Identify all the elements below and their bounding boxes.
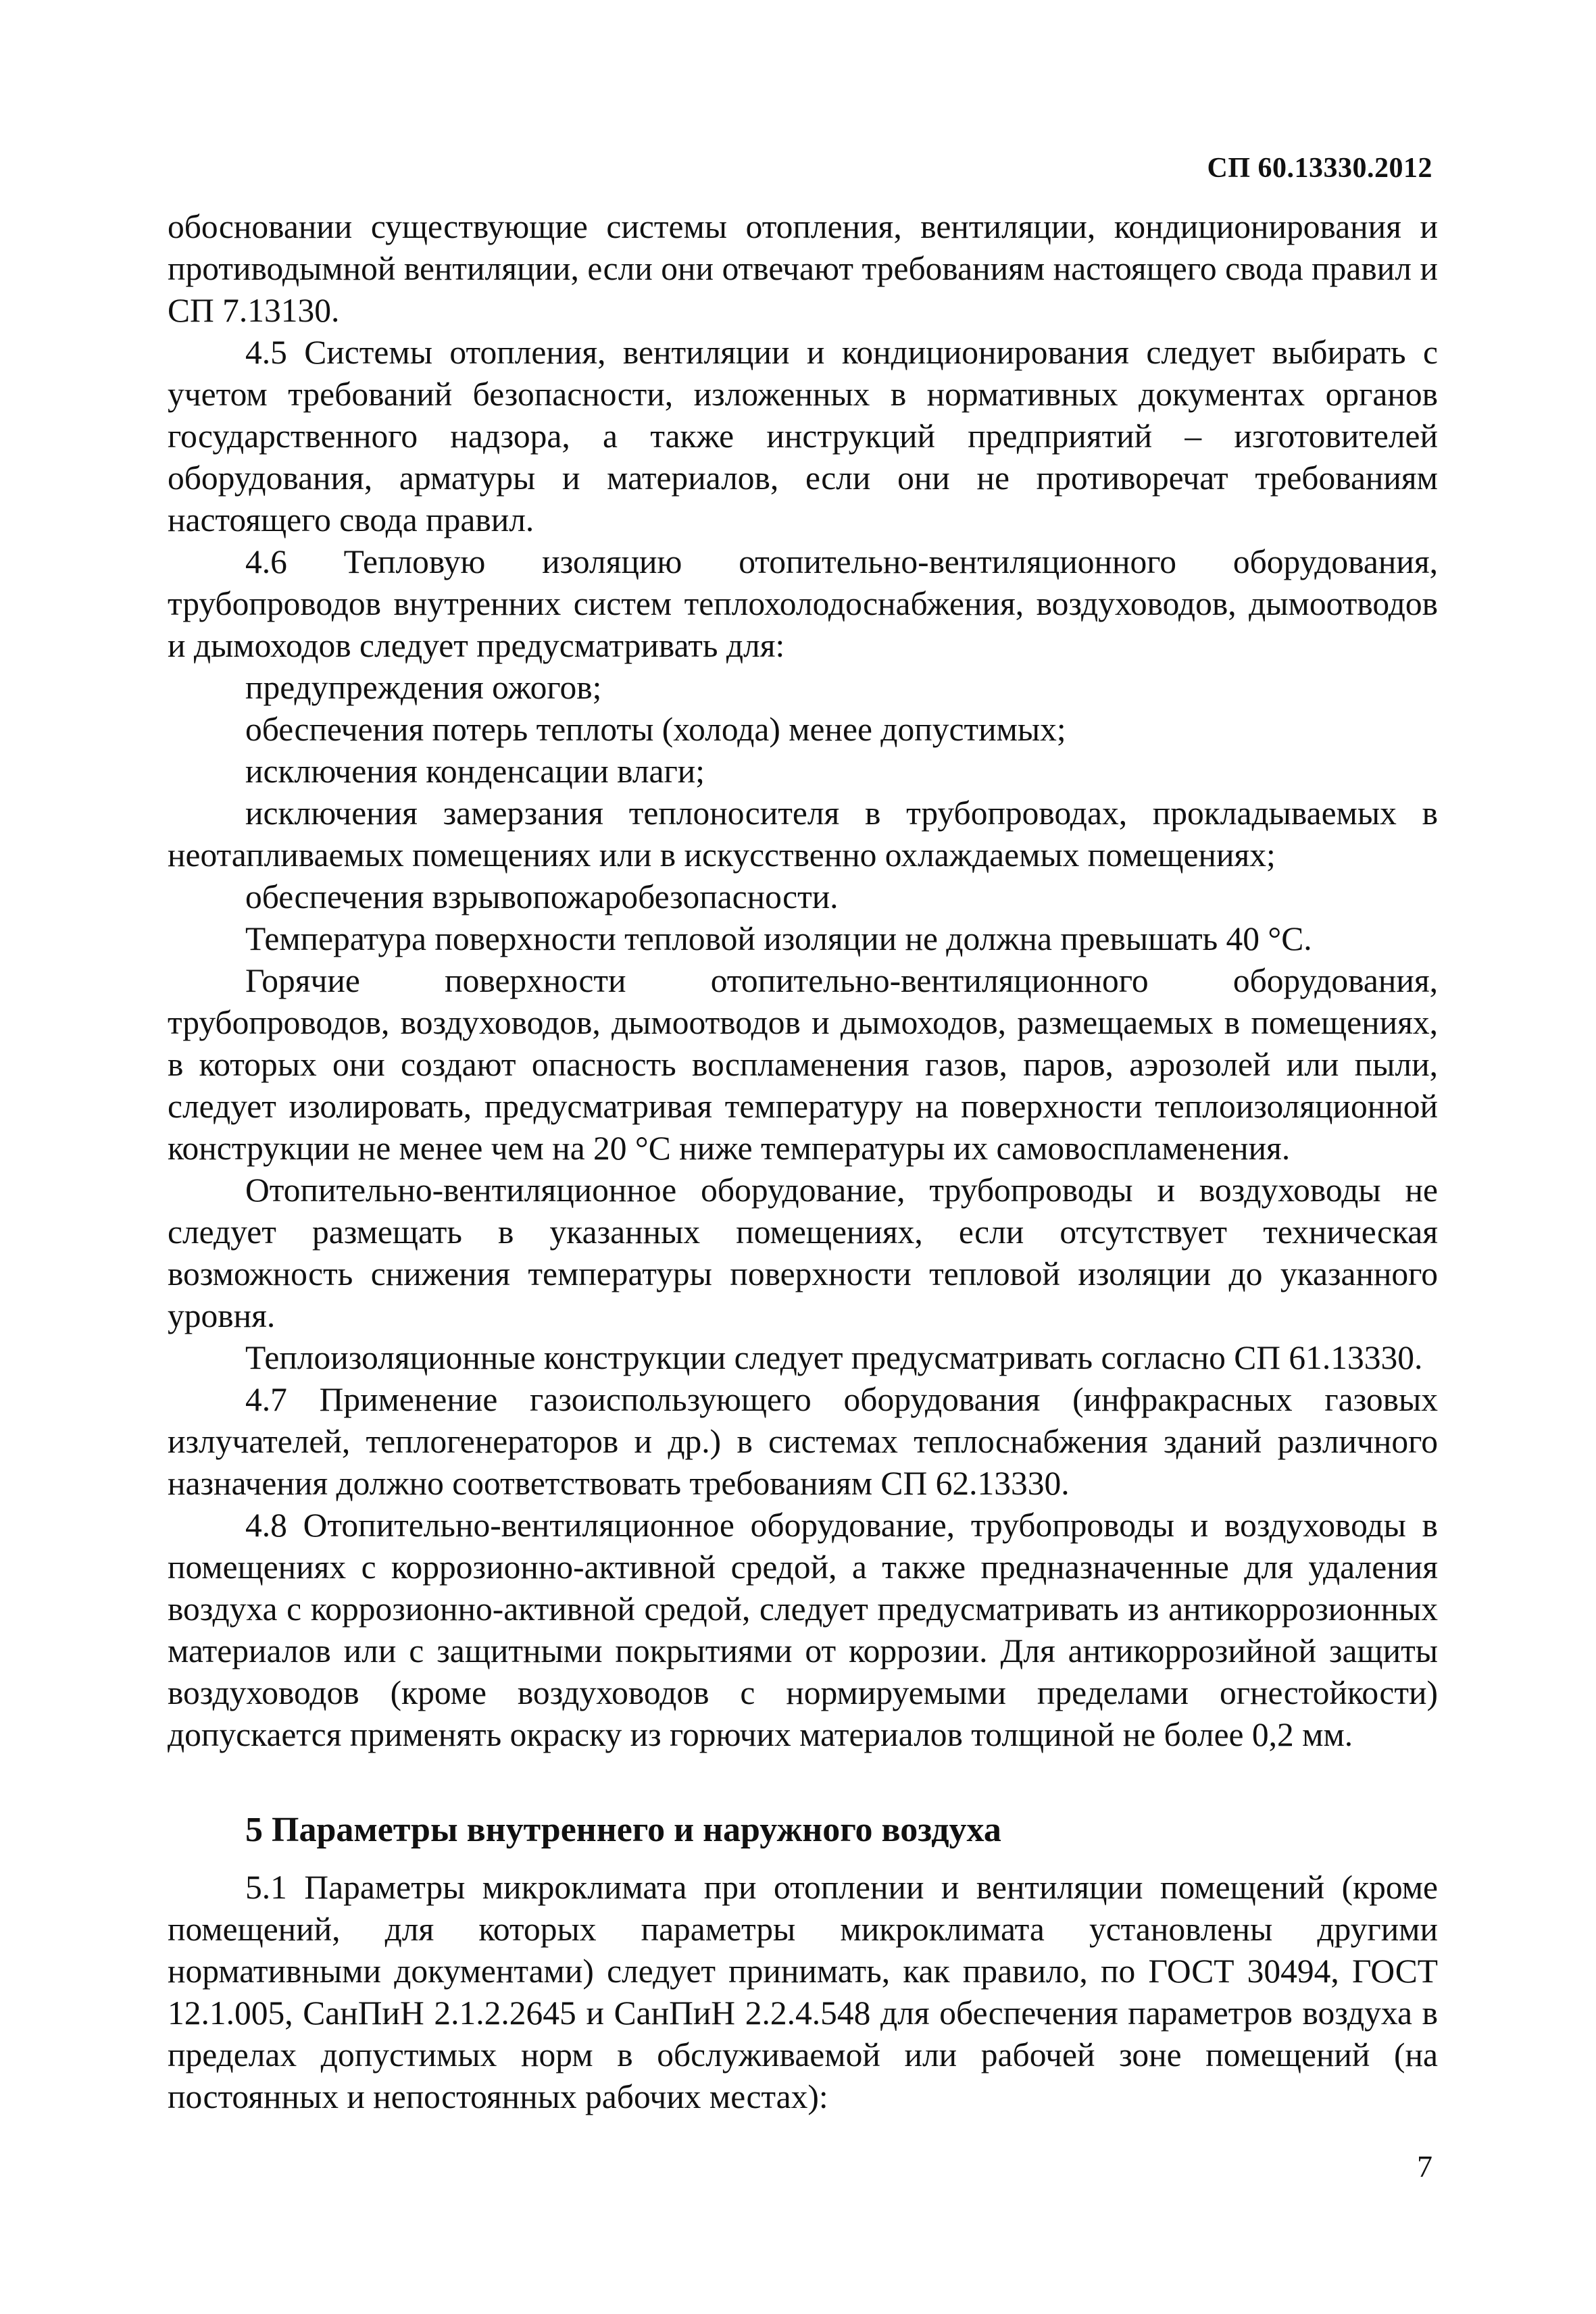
paragraph-continuation: обосновании существующие системы отопления, вентиляции, кондиционирования и противодымной вентиляции, если они отвечают требованиям настоящего свода правил и СП 7.13130. bbox=[168, 208, 1438, 329]
paragraph-4-8: 4.8 Отопительно-вентиляционное оборудование, трубопроводы и воздуховоды в помещениях с коррозионно-активной средой, а также предназначенные для удаления воздуха с коррозионно-активной средой, следует предусматривать из антикоррозионных материалов или с защитными покрытиями от коррозии. Для антикоррозийной защиты воздуховодов (кроме воздуховодов с нормируемыми пределами огнестойкости) допускается применять окраску из горючих материалов толщиной не более 0,2 мм. bbox=[168, 1507, 1438, 1753]
list-item: предупреждения ожогов; bbox=[245, 669, 602, 706]
document-body bbox=[168, 206, 1438, 2118]
paragraph-insulation-constructions: Теплоизоляционные конструкции следует предусматривать согласно СП 61.13330. bbox=[245, 1339, 1423, 1376]
paragraph-temperature-limit: Температура поверхности тепловой изоляции не должна превышать 40 °С. bbox=[245, 920, 1312, 957]
page-number: 7 bbox=[1417, 2149, 1432, 2184]
list-item: обеспечения взрывопожаробезопасности. bbox=[245, 878, 839, 915]
list-item: исключения замерзания теплоносителя в трубопроводах, прокладываемых в неотапливаемых помещениях или в искусственно охлаждаемых помещениях; bbox=[168, 795, 1438, 874]
list-item: обеспечения потерь теплоты (холода) менее допустимых; bbox=[245, 711, 1066, 748]
paragraph-4-6: 4.6 Тепловую изоляцию отопительно-вентиляционного оборудования, трубопроводов внутренних систем теплохолодоснабжения, воздуховодов, дымоотводов и дымоходов следует предусматривать для: bbox=[168, 543, 1438, 664]
paragraph-4-7: 4.7 Применение газоиспользующего оборудования (инфракрасных газовых излучателей, теплогенераторов и др.) в системах теплоснабжения зданий различного назначения должно соответствовать требованиям СП 62.13330. bbox=[168, 1381, 1438, 1502]
section-title: 5 Параметры внутреннего и наружного воздуха bbox=[245, 1811, 1001, 1849]
list-item: исключения конденсации влаги; bbox=[245, 753, 705, 790]
paragraph-5-1: 5.1 Параметры микроклимата при отоплении и вентиляции помещений (кроме помещений, для которых параметры микроклимата установлены другими нормативными документами) следует принимать, как правило, по ГОСТ 30494, ГОСТ 12.1.005, СанПиН 2.1.2.2645 и СанПиН 2.2.4.548 для обеспечения параметров воздуха в пределах допустимых норм в обслуживаемой или рабочей зоне помещений (на постоянных и непостоянных рабочих местах): bbox=[168, 1869, 1438, 2115]
document-code: СП 60.13330.2012 bbox=[1207, 153, 1432, 184]
paragraph-equipment-placement: Отопительно-вентиляционное оборудование, трубопроводы и воздуховоды не следует размещать в указанных помещениях, если отсутствует техническая возможность снижения температуры поверхности тепловой изоляции до указанного уровня. bbox=[168, 1172, 1438, 1334]
paragraph-4-5: 4.5 Системы отопления, вентиляции и кондиционирования следует выбирать с учетом требований безопасности, изложенных в нормативных документах органов государственного надзора, а также инструкций предприятий – изготовителей оборудования, арматуры и материалов, если они не противоречат требованиям настоящего свода правил. bbox=[168, 334, 1438, 538]
paragraph-hot-surfaces: Горячие поверхности отопительно-вентиляционного оборудования, трубопроводов, воздуховодов, дымоотводов и дымоходов, размещаемых в помещениях, в которых они создают опасность воспламенения газов, паров, аэрозолей или пыли, следует изолировать, предусматривая температуру на поверхности теплоизоляционной конструкции не менее чем на 20 °С ниже температуры их самовоспламенения. bbox=[168, 962, 1438, 1167]
